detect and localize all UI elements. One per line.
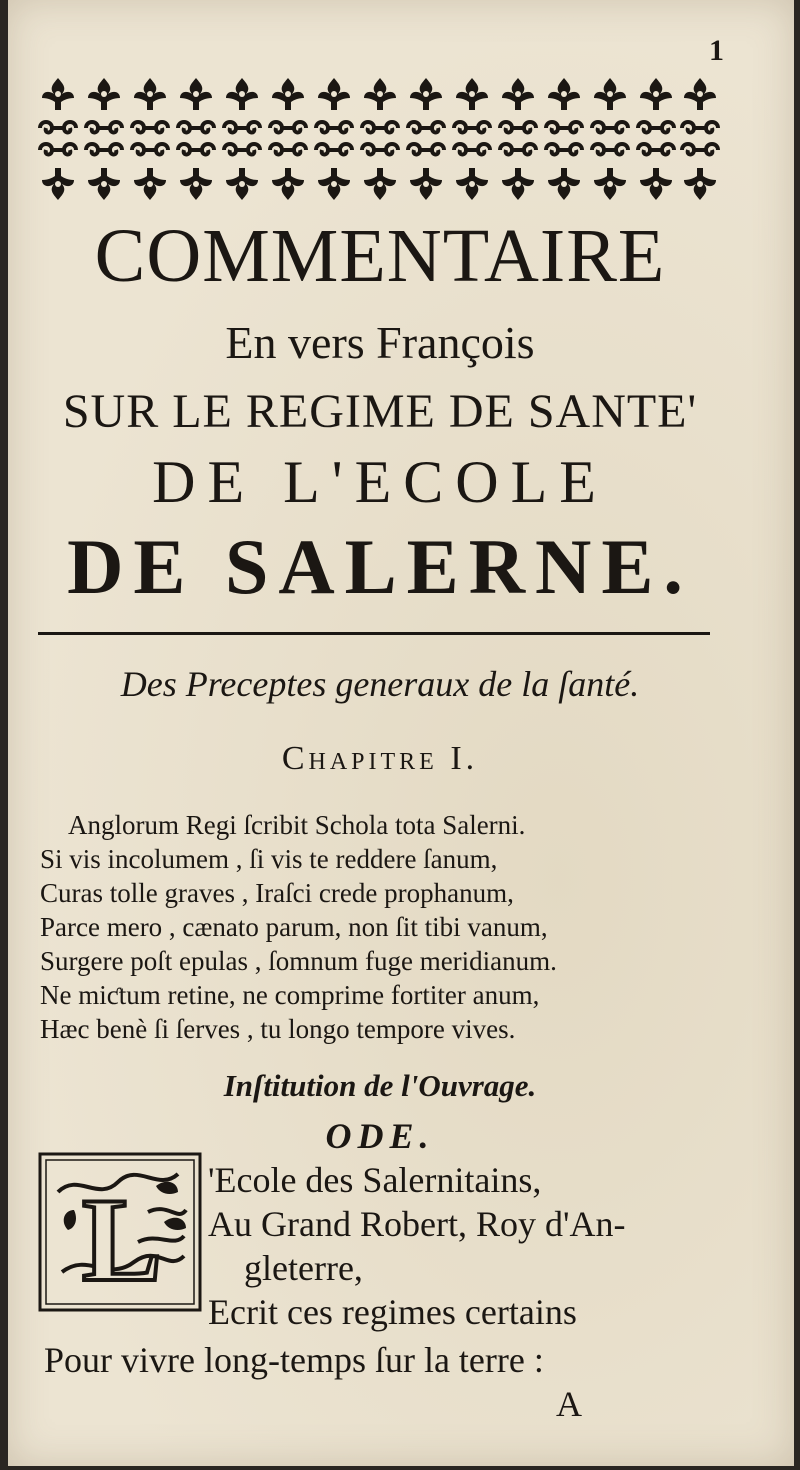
latin-line: Curas tolle graves , Iraſci crede prophanum, [40,878,514,908]
title-line-regime: SUR LE REGIME DE SANTE' [62,385,698,438]
fleuron-ornament-graphic [36,72,720,204]
institution-title: Inſtitution de l'Ouvrage. [223,1068,537,1103]
verse-line: 'Ecole des Salernitains, [208,1160,542,1200]
signature-mark: A [556,1384,582,1424]
latin-line: Parce mero , cænato parum, non ſit tibi vanum, [40,912,548,942]
verse-line: gleterre, [244,1248,363,1288]
verse-line: Au Grand Robert, Roy d'An- [208,1204,626,1244]
decorated-initial-l [38,1152,202,1312]
fleuron-ornament-band [36,72,720,204]
title-line-ecole: DE L'ECOLE [152,449,608,515]
latin-line: Surgere poſt epulas , ſomnum fuge meridianum. [40,946,557,976]
section-title: Des Preceptes generaux de la ſanté. [120,664,640,704]
latin-line: Si vis incolumem , ſi vis te reddere ſanum, [40,844,498,874]
chapter-heading: Chapitre I. [281,740,479,777]
book-page [8,0,794,1466]
latin-line: Ne miƈtum retine, ne comprime fortiter anum, [40,980,540,1010]
title-subtitle: En vers François [225,317,535,368]
latin-line: Hæc benè ſi ſerves , tu longo tempore vives. [40,1014,516,1044]
page-number: 1 [709,34,724,67]
horizontal-rule [38,632,710,635]
title-main: COMMENTAIRE [94,214,666,298]
ode-heading: ODE. [325,1116,435,1156]
decorated-initial-graphic [38,1152,202,1312]
verse-line: Ecrit ces regimes certains [208,1292,577,1332]
latin-line: Anglorum Regi ſcribit Schola tota Salerni. [68,810,526,840]
verse-line-last: Pour vivre long-temps ſur la terre : [44,1340,544,1380]
dropcap-letter: L [82,1173,163,1306]
french-verse-block [208,1158,748,1334]
latin-verse-block [40,808,730,1046]
title-line-salerne: DE SALERNE. [67,523,693,610]
